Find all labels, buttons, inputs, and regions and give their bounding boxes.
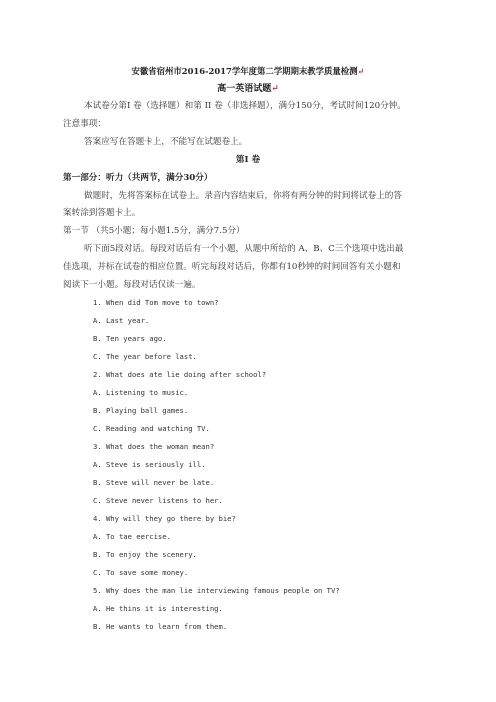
answer-option: C. Reading and watching TV. — [93, 424, 210, 433]
exam-title: 安徽省宿州市2016-2017学年度第二学期期末教学质量检测↵ — [131, 66, 365, 76]
answer-option: C. The year before last. — [93, 352, 197, 361]
answer-option: B. To enjoy the scenery. — [93, 550, 197, 559]
exam-subtitle: 高一英语试题↵ — [217, 84, 279, 94]
answer-option: C. Steve never listens to her. — [93, 496, 223, 505]
answer-option: A. Listening to music. — [93, 388, 189, 397]
question-stem: 1. When did Tom move to town? — [93, 298, 219, 307]
answer-note: 做题时，先将答案标在试卷上。录音内容结束后，你将有两分钟的时间将试卷上的答 — [84, 191, 402, 201]
volume-heading: 第Ⅰ 卷 — [235, 155, 261, 165]
section-heading: 第一部分：听力（共两节，满分30分） — [63, 173, 213, 183]
question-stem: 4. Why will they go there by bie? — [93, 514, 236, 523]
intro-text: 本试卷分第Ⅰ 卷（选择题）和第 II 卷（非选择题），满分150分，考试时间120分钟。 — [84, 101, 406, 111]
answer-option: B. Steve will never be late. — [93, 478, 215, 487]
question-stem: 3. What does the woman mean? — [93, 442, 215, 451]
answer-option: C. To save some money. — [93, 568, 189, 577]
answer-option: B. Playing ball games. — [93, 406, 189, 415]
answer-option: B. He wants to learn from them. — [93, 622, 228, 631]
answer-option: A. Steve is seriously ill. — [93, 460, 206, 469]
paragraph-mark-icon: ↵ — [271, 84, 279, 94]
paragraph-mark-icon: ↵ — [357, 66, 365, 76]
instructions: 佳选项，并标在试卷的相应位置。听完每段对话后，你都有10秒钟的时间回答有关小题和 — [63, 262, 401, 272]
answer-option: B. Ten years ago. — [93, 334, 167, 343]
answer-option: A. Last year. — [93, 316, 150, 325]
answer-option: A. He thins it is interesting. — [93, 604, 223, 613]
notice-text: 答案应写在答题卡上，不能写在试题卷上。 — [84, 137, 248, 147]
answer-option: A. To tae eercise. — [93, 532, 171, 541]
subsection-heading: 第一节 （共5小题；每小题1.5分，满分7.5分） — [63, 226, 245, 236]
question-stem: 5. Why does the man lie interviewing famous people on TV? — [93, 586, 340, 595]
notice-label: 注意事项： — [63, 119, 106, 129]
instructions: 阅读下一小题。每段对话仅读一遍。 — [63, 280, 201, 290]
instructions: 听下面5段对话。每段对话后有一个小题，从题中所给的 A、B、C三个选项中选出最 — [84, 244, 404, 254]
question-stem: 2. What does ate lie doing after school? — [93, 370, 267, 379]
answer-note: 案转涂到答题卡上。 — [63, 208, 141, 218]
